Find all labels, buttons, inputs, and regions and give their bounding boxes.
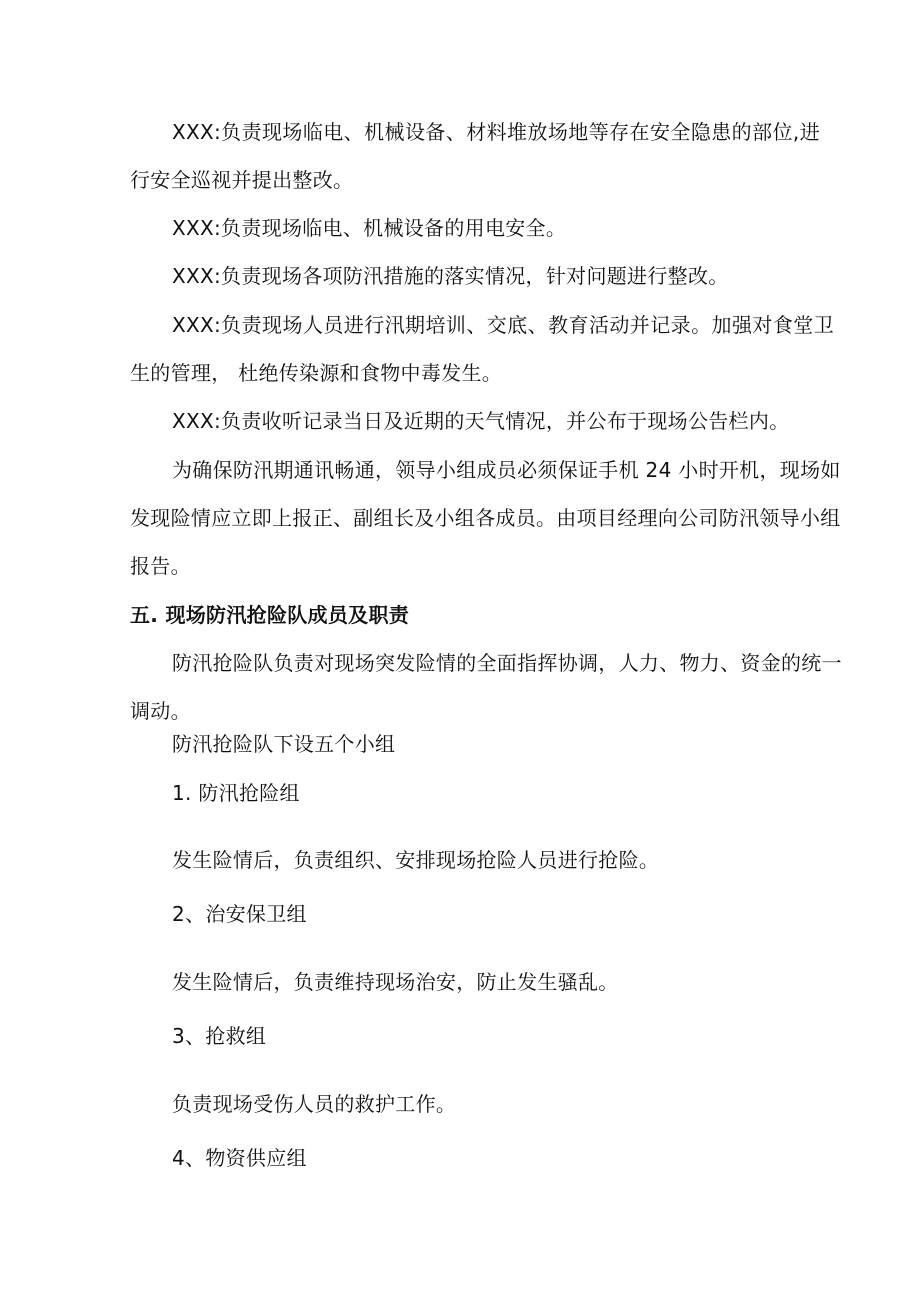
subsection-title: 4、物资供应组 (172, 1146, 307, 1170)
paragraph-line: XXX:负责现场临电、机械设备、材料堆放场地等存在安全隐患的部位,进 (172, 120, 820, 144)
paragraph-line: XXX:负责收听记录当日及近期的天气情况，并公布于现场公告栏内。 (172, 409, 790, 433)
paragraph-line: 为确保防汛期通讯畅通，领导小组成员必须保证手机 24 小时开机，现场如 (172, 458, 841, 482)
paragraph-line: 发现险情应立即上报正、副组长及小组各成员。由项目经理向公司防汛领导小组 (130, 506, 841, 530)
paragraph-line: 防汛抢险队下设五个小组 (172, 732, 396, 756)
paragraph-line: 调动。 (130, 699, 191, 723)
paragraph-line: XXX:负责现场各项防汛措施的落实情况，针对问题进行整改。 (172, 264, 729, 288)
subsection-title: 2、治安保卫组 (172, 902, 307, 926)
paragraph-line: 行安全巡视并提出整改。 (130, 168, 354, 192)
section-heading: 五. 现场防汛抢险队成员及职责 (130, 603, 410, 627)
paragraph-line: 报告。 (130, 554, 191, 578)
paragraph-line: 发生险情后，负责组织、安排现场抢险人员进行抢险。 (172, 848, 660, 872)
subsection-title: 3、抢救组 (172, 1024, 267, 1048)
paragraph-line: XXX:负责现场临电、机械设备的用电安全。 (172, 216, 567, 240)
paragraph-line: XXX:负责现场人员进行汛期培训、交底、教育活动并记录。加强对食堂卫 (172, 313, 834, 337)
paragraph-line: 发生险情后，负责维持现场治安，防止发生骚乱。 (172, 970, 619, 994)
subsection-title: 1. 防汛抢险组 (172, 781, 300, 805)
paragraph-line: 生的管理， 杜绝传染源和食物中毒发生。 (130, 361, 503, 385)
paragraph-line: 防汛抢险队负责对现场突发险情的全面指挥协调，人力、物力、资金的统一 (172, 651, 842, 675)
paragraph-line: 负责现场受伤人员的救护工作。 (172, 1092, 457, 1116)
